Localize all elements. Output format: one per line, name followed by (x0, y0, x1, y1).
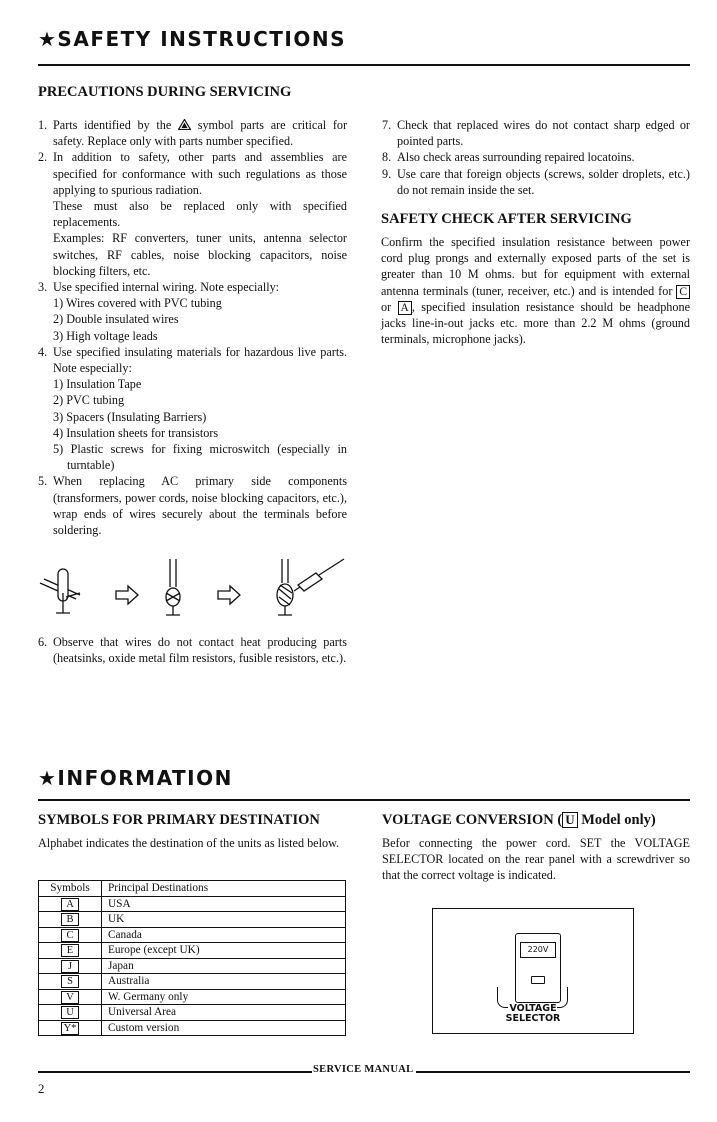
heading-rule (38, 799, 690, 801)
list-item: 4. Use specified insulating materials for hazardous live parts. Note especially: 1) Insulation Tape 2) PVC tubing 3) Spacers (Insulating Barriers) 4) Insulation sheets for transistors 5) Plastic screws for fixing microswitch (especially in turntable) (38, 344, 347, 473)
destination-table (38, 880, 346, 1036)
list-item: 5. When replacing AC primary side components (transformers, power cords, noise blocking capacitors, etc.), wrap ends of wires securely about the terminals before soldering. (38, 474, 347, 538)
page-number: 2 (38, 1081, 45, 1096)
symbols-title: SYMBOLS FOR PRIMARY DESTINATION (38, 812, 320, 828)
table-row: B UK (39, 912, 346, 928)
list-item: 9. Use care that foreign objects (screws, solder droplets, etc.) do not remain inside the set. (382, 166, 690, 197)
switch-slot-icon (531, 976, 545, 984)
list-item: 2. In addition to safety, other parts and assemblies are specified for conformance with such regulations as those applying to spurious radiation. These must also be replaced only with specified replacements. Examples: RF converters, tuner units, antenna selector switches, RF cables, noise blocking capacitors, noise blocking filters, etc. (38, 150, 347, 278)
precautions-list-left (38, 117, 347, 538)
precautions-title: PRECAUTIONS DURING SERVICING (38, 84, 292, 100)
voltage-selector-panel (432, 908, 634, 1034)
list-item: 8. Also check areas surrounding repaired locatoins. (382, 150, 635, 165)
table-row: V W. Germany only (39, 989, 346, 1005)
warning-triangle-icon (178, 119, 191, 130)
table-row: Y* Custom version (39, 1020, 346, 1036)
safety-check-text: Confirm the specified insulation resistance between power cord plug prongs and externally exposed parts of the set is greater than 10 M ohms. but for equipment with external antenna terminals (tuner, receiver, etc.) and is intended for C or A , specified insulation resistance should be headphone jacks line-in-out jacks etc. more than 2.2 M ohms (ground terminals, microphone jacks). (381, 235, 690, 347)
table-row: C Canada (39, 927, 346, 943)
table-row: J Japan (39, 958, 346, 974)
heading-rule (38, 64, 690, 66)
voltage-value: 220V (520, 942, 556, 958)
list-item: 1. Parts identified by the symbol parts are critical for safety. Replace only with parts number specified. (38, 118, 348, 149)
footer-label: SERVICE MANUAL (313, 1064, 414, 1075)
safety-check-title: SAFETY CHECK AFTER SERVICING (381, 211, 632, 227)
table-row: E Europe (except UK) (39, 943, 346, 959)
voltage-text: Befor connecting the power cord. SET the VOLTAGE SELECTOR located on the rear panel with a screwdriver so that the correct voltage is indicated. (382, 836, 690, 883)
list-item: 6. Observe that wires do not contact heat producing parts (heatsinks, oxide metal film resistors, fusible resistors, etc.). (38, 635, 347, 666)
wire-wrapping-diagram (36, 553, 348, 623)
table-row: U Universal Area (39, 1005, 346, 1021)
symbol-box-c: C (676, 285, 690, 299)
footer-rule-right (416, 1071, 690, 1073)
information-heading: ★INFORMATION (38, 766, 233, 790)
precautions-list-right (382, 117, 690, 198)
symbol-box-a: A (398, 301, 412, 315)
safety-heading: ★SAFETY INSTRUCTIONS (38, 27, 346, 51)
footer-rule-left (38, 1071, 312, 1073)
symbols-intro: Alphabet indicates the destination of the units as listed below. (38, 836, 340, 850)
list-item: 7. Check that replaced wires do not contact sharp edged or pointed parts. (382, 118, 690, 149)
table-row: A USA (39, 896, 346, 912)
selector-label: VOLTAGE SELECTOR (505, 1003, 561, 1024)
table-row: S Australia (39, 974, 346, 990)
voltage-selector-switch[interactable] (515, 933, 561, 1003)
table-header-row: Symbols Principal Destinations (39, 881, 346, 897)
list-item: 3. Use specified internal wiring. Note especially: 1) Wires covered with PVC tubing 2) Double insulated wires 3) High voltage leads (38, 280, 280, 343)
precautions-list-item-6 (38, 634, 347, 666)
voltage-title: VOLTAGE CONVERSION ( U Model only) (382, 812, 656, 828)
